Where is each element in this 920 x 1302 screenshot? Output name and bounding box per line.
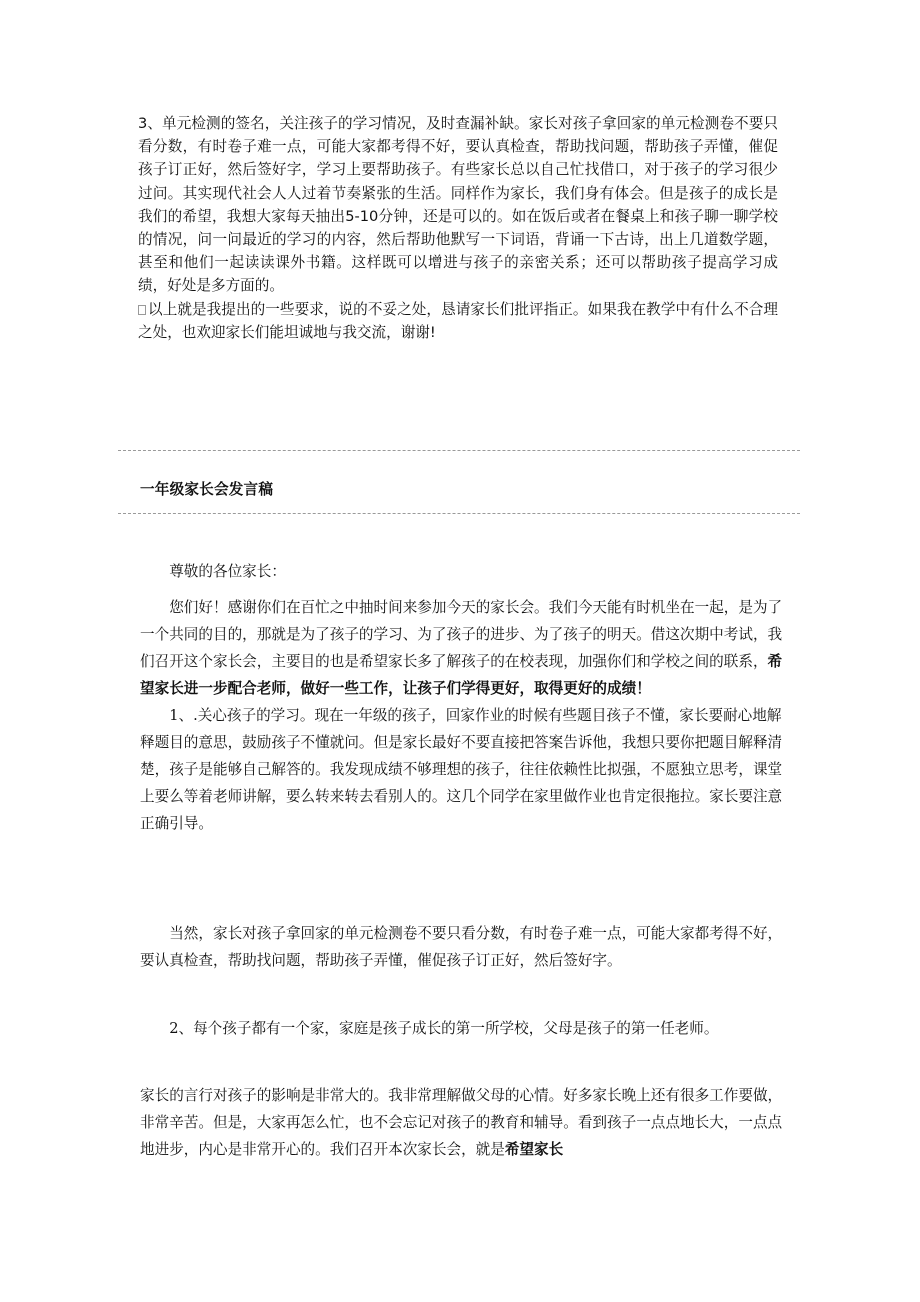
- missing-glyph-box-icon: [138, 305, 146, 315]
- dashed-divider-top: [118, 450, 800, 451]
- point1-paragraph: 1、.关心孩子的学习。现在一年级的孩子，回家作业的时候有些题目孩子不懂，家长要耐心地解释题目的意思，鼓励孩子不懂就问。但是家长最好不要直接把答案告诉他，我想只要你把题目解释清楚，孩子是能够自己解答的。我发现成绩不够理想的孩子，往往依赖性比拟强，不愿独立思考，课堂上要么等着老师讲解，要么转来转去看别人的。这几个同学在家里做作业也肯定很拖拉。家长要注意正确引导。: [140, 707, 783, 832]
- item3-text-cont: 分钟，还是可以的。如在饭后或者在餐桌上和孩子聊一聊学校的情况，问一问最近的学习的内容，然后帮助他默写一下词语，背诵一下古诗，出上几道数学题，甚至和他们一起读读课外书籍。这样既可以增进与孩子的亲密关系；还可以帮助孩子提高学习成绩，好处是多方面的。: [138, 207, 778, 295]
- intro-bold-text: 希望家长进一步配合老师，做好一些工作，让孩子们学得更好，取得更好的成绩！: [140, 653, 783, 697]
- speech-section-3: [140, 1015, 800, 1042]
- speech-section-1: [140, 558, 790, 837]
- intro-paragraph: [140, 594, 790, 702]
- point2b-text: 家长的言行对孩子的影响是非常大的。我非常理解做父母的心情。好多家长晚上还有很多工作要做，非常辛苦。但是，大家再怎么忙，也不会忘记对孩子的教育和辅导。看到孩子一点点地长大，一点点地进步，内心是非常开心的。我们召开本次家长会，就是: [140, 1087, 783, 1158]
- speech-section-2: [140, 920, 790, 974]
- point1b-paragraph: 当然，家长对孩子拿回家的单元检测卷不要只看分数，有时卷子难一点，可能大家都考得不好，要认真检查，帮助找问题，帮助孩子弄懂，催促孩子订正好，然后签好字。: [140, 925, 783, 969]
- upper-section: [138, 112, 778, 344]
- minutes-range: 5-10: [345, 207, 379, 225]
- paragraph-item3: [138, 112, 778, 298]
- point2b-paragraph: [140, 1082, 790, 1163]
- paragraph-closing: [138, 298, 778, 344]
- item3-text: 、单元检测的签名，关注孩子的学习情况，及时查漏补缺。家长对孩子拿回家的单元检测卷不要只看分数，有时卷子难一点，可能大家都考得不好，要认真检查，帮助找问题，帮助孩子弄懂，催促孩子订正好，然后签好字，学习上要帮助孩子。有些家长总以自己忙找借口，对于孩子的学习很少过问。其实现代社会人人过着节奏紧张的生活。同样作为家长，我们身有体会。但是孩子的成长是我们的希望，我想大家每天抽出: [138, 115, 778, 225]
- item-number: 3: [138, 115, 148, 132]
- closing-exclaim: !: [429, 323, 436, 341]
- intro-text: 您们好！感谢你们在百忙之中抽时间来参加今天的家长会。我们今天能有时机坐在一起，是为了一个共同的目的，那就是为了孩子的学习、为了孩子的进步、为了孩子的明天。借这次期中考试，我们召开这个家长会，主要目的也是希望家长多了解孩子的在校表现，加强你们和学校之间的联系，: [140, 599, 783, 670]
- closing-text: 以上就是我提出的一些要求，说的不妥之处，恳请家长们批评指正。如果我在教学中有什么不合理之处，也欢迎家长们能坦诚地与我交流，谢谢: [138, 300, 778, 341]
- dashed-divider-bottom: [118, 513, 800, 514]
- point2-paragraph: 2、每个孩子都有一个家，家庭是孩子成长的第一所学校，父母是孩子的第一任老师。: [169, 1020, 719, 1037]
- article-title: 一年级家长会发言稿: [140, 481, 274, 498]
- speech-section-4: [140, 1082, 790, 1163]
- point2b-bold-text: 希望家长: [504, 1141, 564, 1158]
- greeting: 尊敬的各位家长：: [169, 563, 286, 580]
